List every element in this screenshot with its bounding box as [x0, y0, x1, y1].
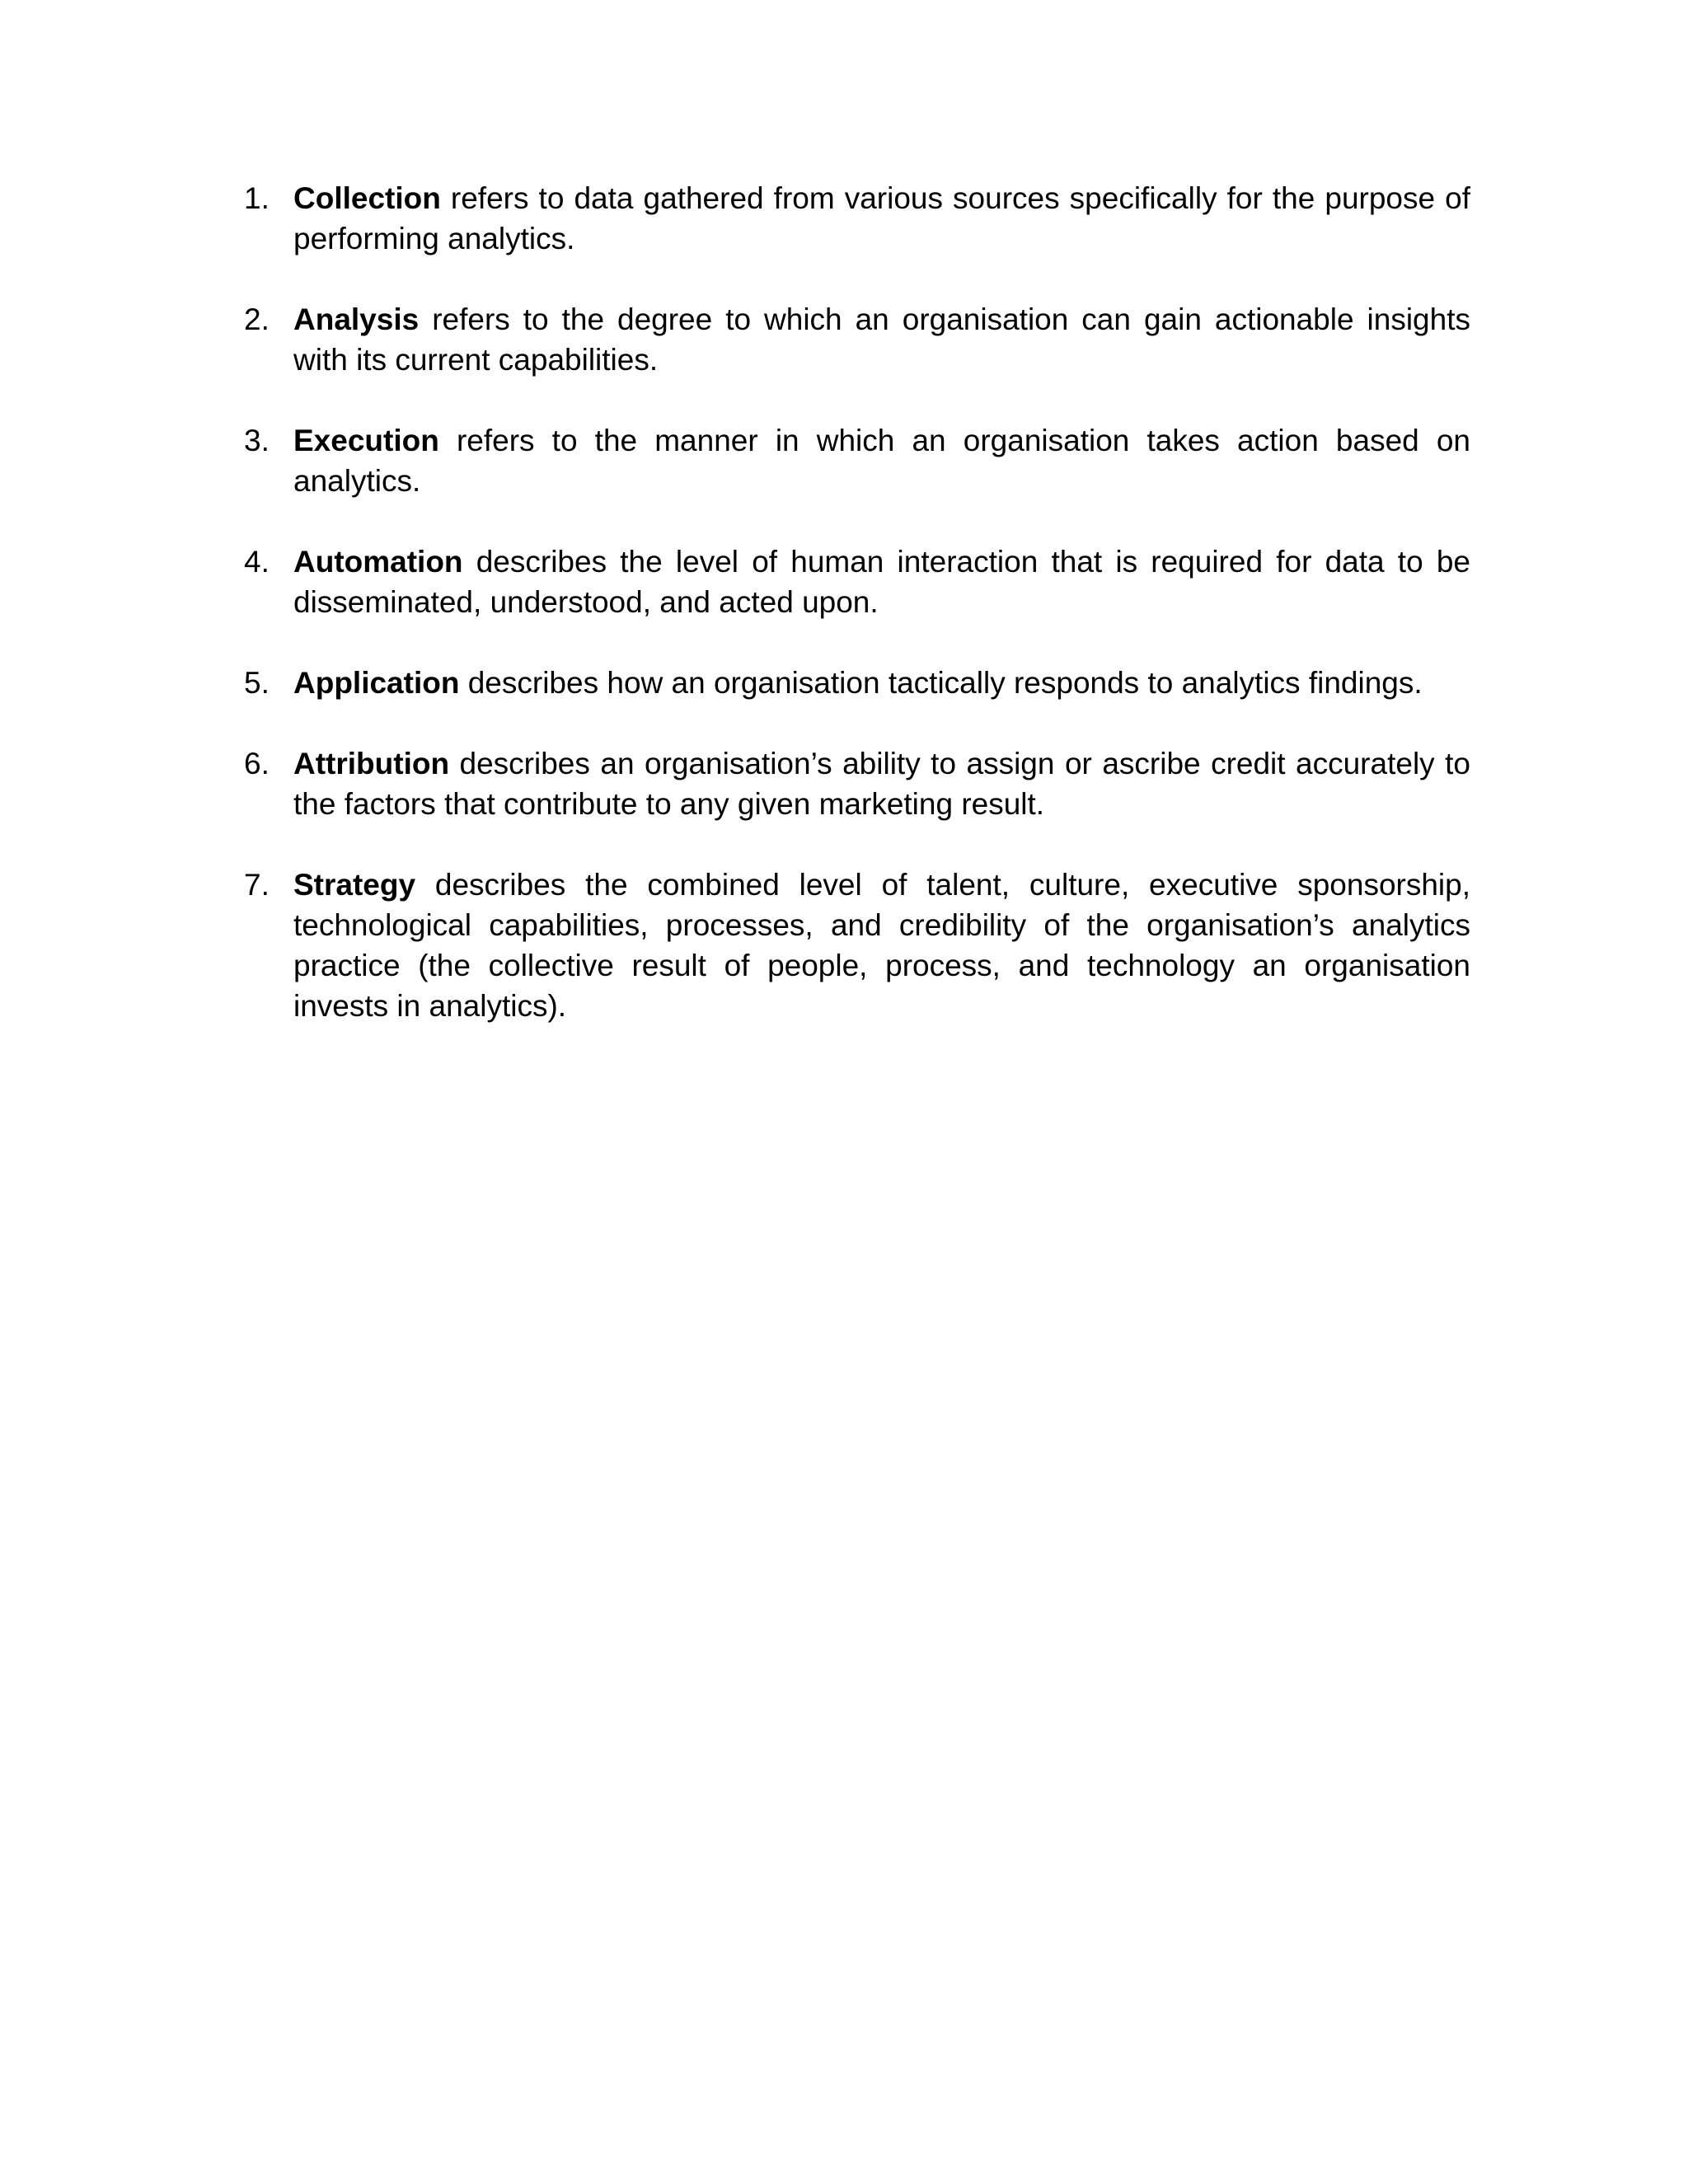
item-description: describes how an organisation tactically responds to analytics findings. [467, 666, 1423, 700]
item-description: describes the combined level of talent, culture, executive sponsorship, technological capabilities, processes, and credibility of the organisation’s analytics practice (the collective result of people, process, and technology an organisation invests in analytics). [293, 868, 1470, 1023]
list-item [244, 420, 1470, 501]
item-number: 1. [244, 181, 270, 215]
item-term: Collection [293, 181, 441, 215]
list-item [244, 178, 1470, 259]
list-item [244, 865, 1470, 1026]
list-item [244, 743, 1470, 824]
item-description: refers to the manner in which an organisation takes action based on analytics. [293, 424, 1471, 498]
item-term: Execution [293, 424, 439, 457]
definition-list [244, 178, 1470, 1066]
item-term: Analysis [293, 302, 420, 336]
list-item [244, 663, 1470, 703]
item-number: 7. [244, 868, 270, 902]
item-number: 3. [244, 424, 270, 457]
item-text [293, 663, 1470, 703]
item-number: 6. [244, 747, 270, 780]
item-description: refers to data gathered from various sources specifically for the purpose of performing analytics. [293, 181, 1470, 255]
item-number: 2. [244, 302, 270, 336]
item-number: 4. [244, 545, 270, 579]
item-term: Attribution [293, 747, 450, 780]
item-text [293, 420, 1470, 501]
item-description: describes the level of human interaction that is required for data to be disseminated, understood, and acted upon. [293, 545, 1470, 619]
item-term: Automation [293, 545, 463, 579]
list-item [244, 541, 1470, 622]
item-text [293, 299, 1470, 380]
item-text [293, 178, 1470, 259]
item-number: 5. [244, 666, 270, 700]
list-item [244, 299, 1470, 380]
item-text [293, 743, 1470, 824]
item-term: Application [293, 666, 460, 700]
item-text [293, 541, 1470, 622]
item-text [293, 865, 1470, 1026]
item-description: describes an organisation’s ability to assign or ascribe credit accurately to the factors that contribute to any given marketing result. [293, 747, 1470, 821]
item-term: Strategy [293, 868, 416, 902]
item-description: refers to the degree to which an organisation can gain actionable insights with its current capabilities. [293, 302, 1470, 377]
